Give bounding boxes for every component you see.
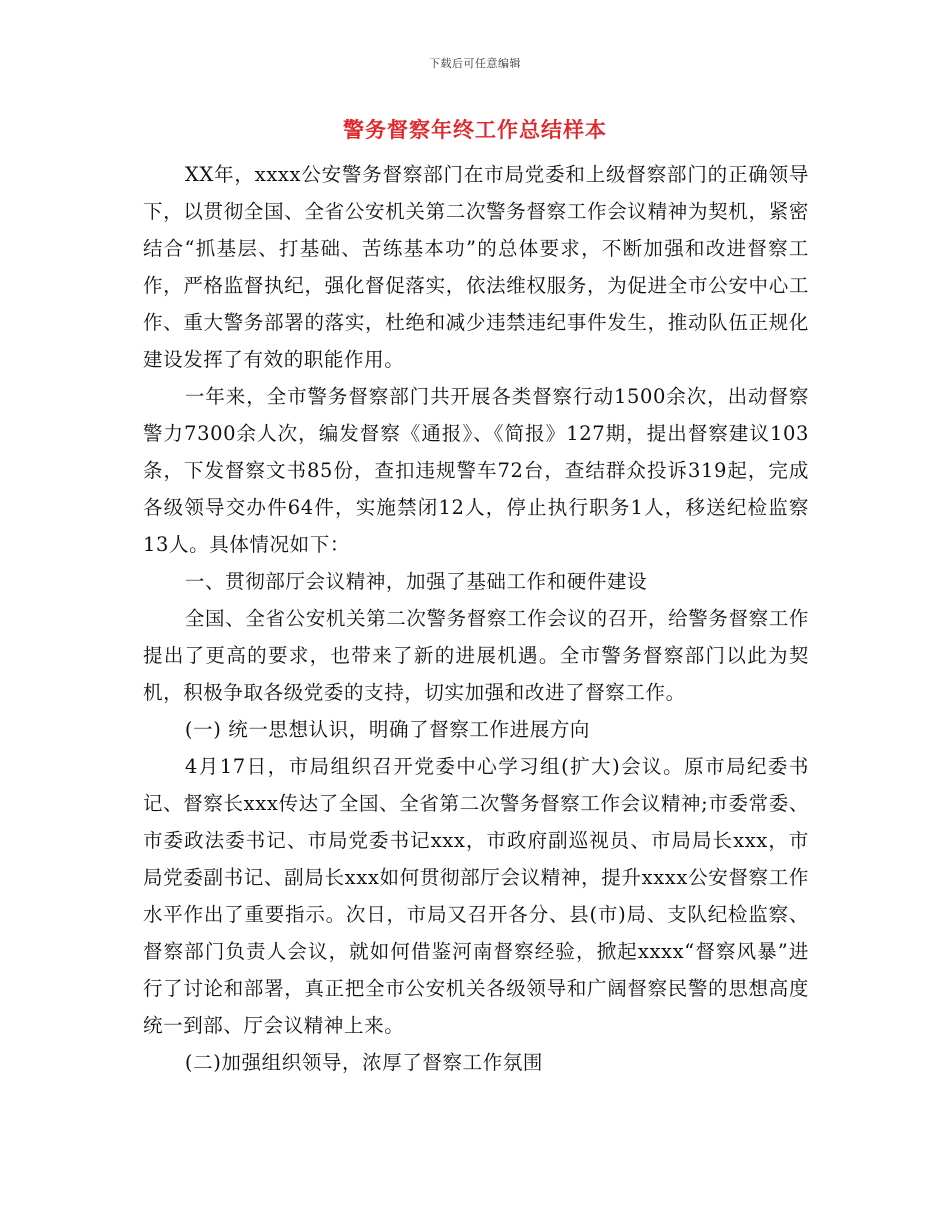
document-body xyxy=(143,156,809,1081)
paragraph-statistics: 一年来，全市警务督察部门共开展各类督察行动1500余次，出动督察警力7300余人次，编发督察《通报》、《简报》127期，提出督察建议103条，下发督察文书85份，查扣违规警车72台，查结群众投诉319起，完成各级领导交办件64件，实施禁闭12人，停止执行职务1人，移送纪检监察13人。具体情况如下： xyxy=(143,385,809,556)
section-heading-1: 一、贯彻部厅会议精神，加强了基础工作和硬件建设 xyxy=(184,570,648,593)
subsection-heading-2: (二)加强组织领导，浓厚了督察工作氛围 xyxy=(184,1051,544,1074)
header-note: 下载后可任意编辑 xyxy=(429,57,521,70)
subsection-heading-1: (一) 统一思想认识，明确了督察工作进展方向 xyxy=(184,718,591,741)
paragraph-subsection-1: 4月17日，市局组织召开党委中心学习组(扩大)会议。原市局纪委书记、督察长xxx传达了全国、全省第二次警务督察工作会议精神;市委常委、市委政法委书记、市局党委书记xxx，市政府副巡视员、市局局长xxx，市局党委副书记、副局长xxx如何贯彻部厅会议精神，提升xxxx公安督察工作水平作出了重要指示。次日，市局又召开各分、县(市)局、支队纪检监察、督察部门负责人会议，就如何借鉴河南督察经验，掀起xxxx“督察风暴”进行了讨论和部署，真正把全市公安机关各级领导和广阔督察民警的思想高度统一到部、厅会议精神上来。 xyxy=(143,755,809,1037)
paragraph-intro: XX年，xxxx公安警务督察部门在市局党委和上级督察部门的正确领导下，以贯彻全国、全省公安机关第二次警务督察工作会议精神为契机，紧密结合“抓基层、打基础、苦练基本功”的总体要求，不断加强和改进督察工作，严格监督执纪，强化督促落实，依法维权服务，为促进全市公安中心工作、重大警务部署的落实，杜绝和减少违禁违纪事件发生，推动队伍正规化建设发挥了有效的职能作用。 xyxy=(143,163,809,371)
paragraph-section-1: 全国、全省公安机关第二次警务督察工作会议的召开，给警务督察工作提出了更高的要求，也带来了新的进展机遇。全市警务督察部门以此为契机，积极争取各级党委的支持，切实加强和改进了督察工作。 xyxy=(143,607,809,704)
document-title: 警务督察年终工作总结样本 xyxy=(343,117,607,142)
